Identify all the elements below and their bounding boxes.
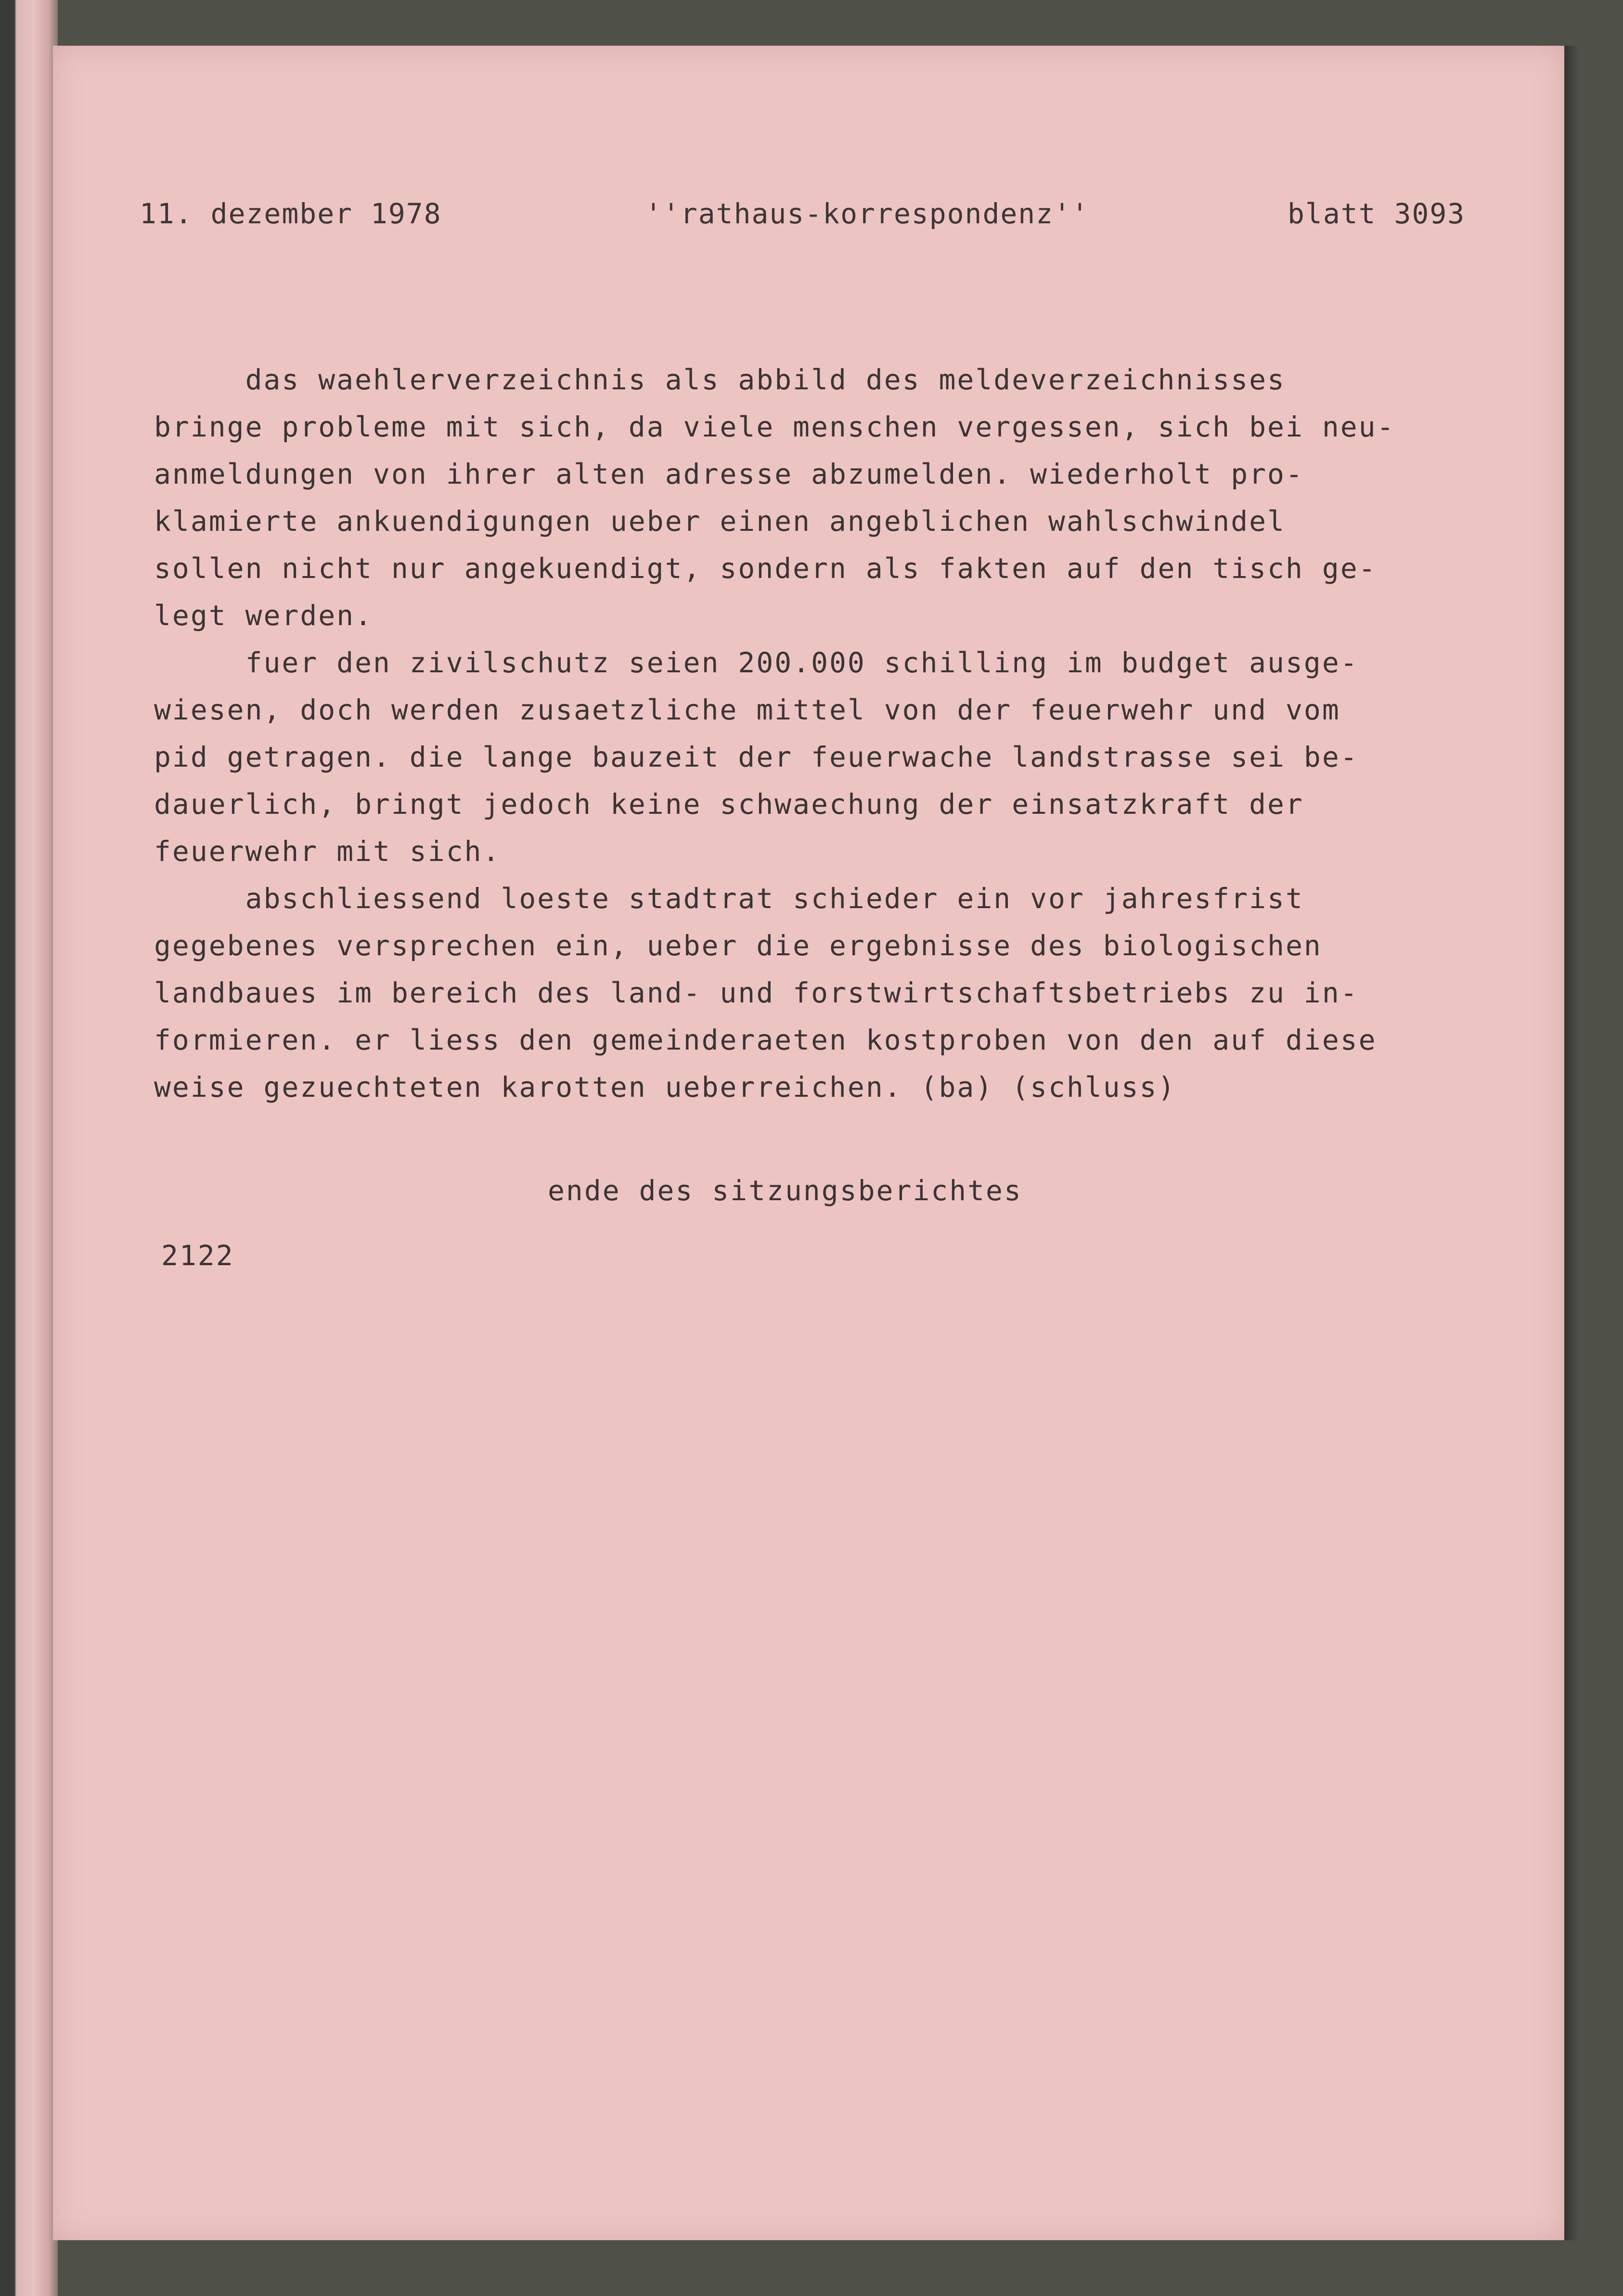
header-publication: ''rathaus-korrespondenz'' bbox=[645, 197, 1089, 230]
body-line: anmeldungen von ihrer alten adresse abzumelden. wiederholt pro- bbox=[154, 458, 1304, 490]
body-line: formieren. er liess den gemeinderaeten kostproben von den auf diese bbox=[154, 1024, 1377, 1056]
page-edge-shadow bbox=[1564, 46, 1579, 2240]
body-line: dauerlich, bringt jedoch keine schwaechung der einsatzkraft der bbox=[154, 788, 1304, 821]
body-line: klamierte ankuendigungen ueber einen angeblichen wahlschwindel bbox=[154, 505, 1286, 538]
body-text bbox=[154, 356, 1492, 1111]
body-line: bringe probleme mit sich, da viele menschen vergessen, sich bei neu- bbox=[154, 410, 1395, 443]
header-page-number: blatt 3093 bbox=[1288, 197, 1466, 230]
body-line: legt werden. bbox=[154, 599, 374, 632]
closing-line: ende des sitzungsberichtes bbox=[548, 1174, 1022, 1207]
body-line: das waehlerverzeichnis als abbild des meldeverzeichnisses bbox=[154, 363, 1286, 396]
body-line: wiesen, doch werden zusaetzliche mittel von der feuerwehr und vom bbox=[154, 693, 1340, 726]
body-line: landbaues im bereich des land- und forstwirtschaftsbetriebs zu in- bbox=[154, 976, 1359, 1009]
body-line: weise gezuechteten karotten ueberreichen. (ba) (schluss) bbox=[154, 1071, 1176, 1103]
body-line: fuer den zivilschutz seien 200.000 schilling im budget ausge- bbox=[154, 646, 1359, 679]
reference-number: 2122 bbox=[161, 1239, 234, 1272]
book-binding-edge bbox=[0, 0, 58, 2296]
header-date: 11. dezember 1978 bbox=[140, 197, 442, 230]
body-line: feuerwehr mit sich. bbox=[154, 835, 501, 868]
body-line: sollen nicht nur angekuendigt, sondern als fakten auf den tisch ge- bbox=[154, 552, 1377, 585]
body-line: pid getragen. die lange bauzeit der feuerwache landstrasse sei be- bbox=[154, 741, 1359, 773]
body-line: abschliessend loeste stadtrat schieder ein vor jahresfrist bbox=[154, 882, 1304, 915]
body-line: gegebenes versprechen ein, ueber die ergebnisse des biologischen bbox=[154, 929, 1322, 962]
